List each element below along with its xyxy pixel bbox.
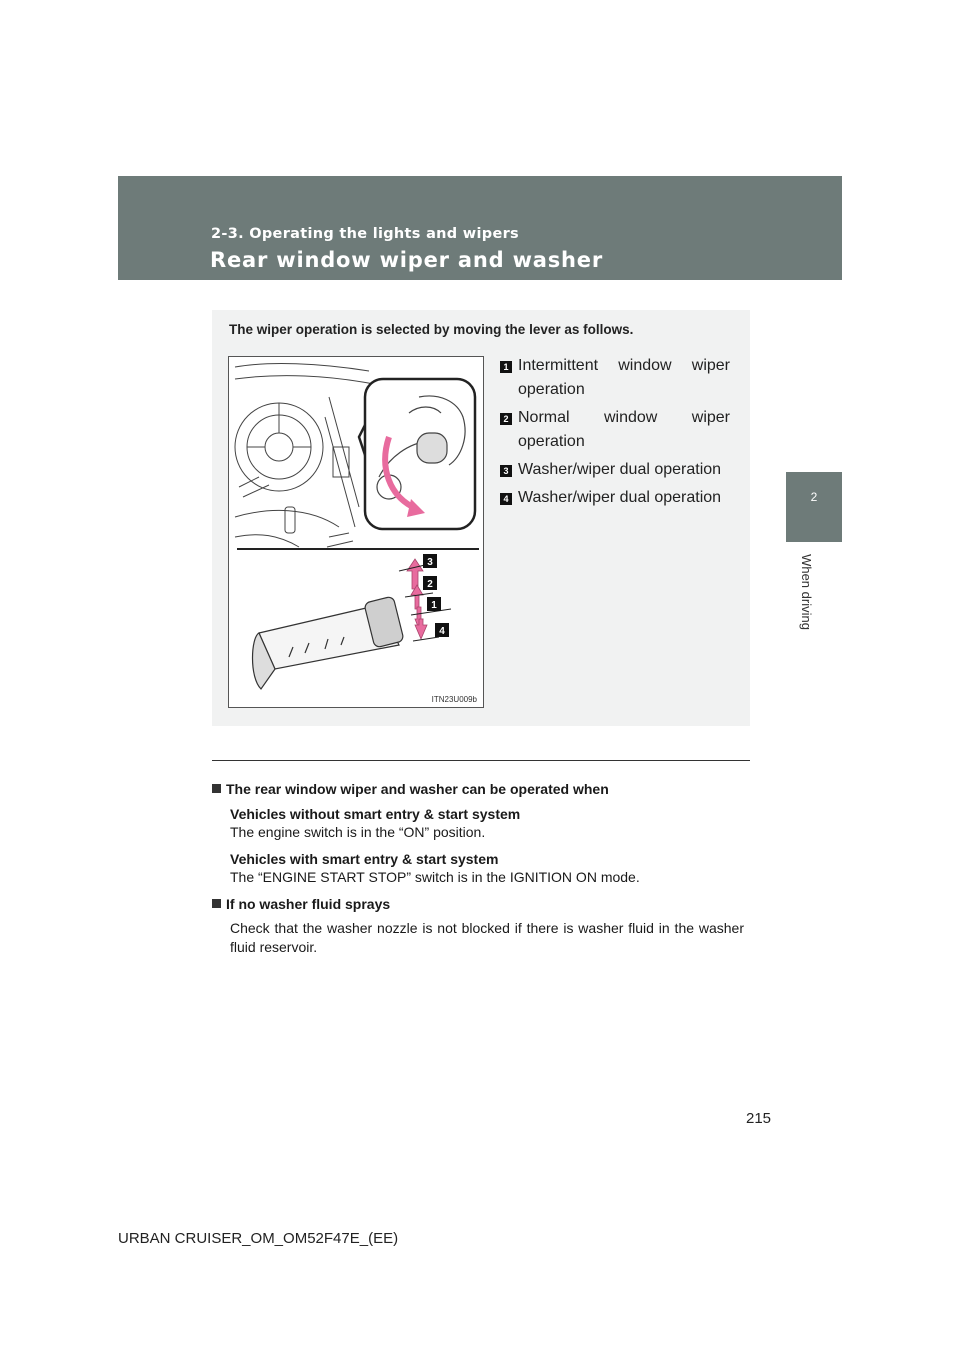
- legend-item: [500, 458, 730, 482]
- wiper-lever-figure: [228, 356, 484, 708]
- intro-text: The wiper operation is selected by moving the lever as follows.: [229, 322, 634, 337]
- note-heading: [212, 895, 744, 914]
- info-box: [212, 310, 750, 726]
- callout-4: 4: [439, 626, 445, 637]
- legend-text: Intermittent window wiper operation: [518, 357, 730, 398]
- note-text: The “ENGINE START STOP” switch is in the IGNITION ON mode.: [230, 869, 640, 885]
- chapter-tab[interactable]: [786, 472, 842, 542]
- callout-2: 2: [427, 579, 433, 590]
- legend-item: [500, 486, 730, 510]
- wiper-lever-illustration: [229, 357, 483, 707]
- section-label: 2-3. Operating the lights and wipers: [211, 226, 519, 242]
- figure-code: ITN23U009b: [431, 695, 477, 704]
- note-paragraph: [212, 805, 744, 842]
- legend-item: [500, 354, 730, 402]
- callout-1: 1: [431, 600, 437, 611]
- legend-text: Washer/wiper dual operation: [518, 461, 722, 478]
- number-badge: 2: [500, 413, 512, 425]
- note-heading: [212, 780, 744, 799]
- page-number: 215: [746, 1110, 772, 1127]
- note-subheading: Vehicles with smart entry & start system: [230, 850, 499, 867]
- chapter-title: When driving: [799, 554, 814, 630]
- number-badge: 4: [500, 493, 512, 505]
- legend-text: Normal window wiper operation: [518, 409, 730, 450]
- notes-section: [212, 776, 744, 964]
- header-band: [118, 176, 842, 280]
- note-subheading: Vehicles without smart entry & start system: [230, 805, 521, 822]
- chapter-number: 2: [810, 490, 818, 504]
- note-heading-text: The rear window wiper and washer can be operated when: [226, 781, 609, 797]
- note-text: The engine switch is in the “ON” position.: [230, 824, 486, 840]
- number-badge: 1: [500, 361, 512, 373]
- footer-manual-code: URBAN CRUISER_OM_OM52F47E_(EE): [118, 1230, 399, 1247]
- note-paragraph: [212, 850, 744, 887]
- note-paragraph: [212, 919, 744, 956]
- legend-item: [500, 406, 730, 454]
- operation-legend: [500, 354, 730, 514]
- page-title: Rear window wiper and washer: [210, 248, 603, 272]
- divider: [212, 760, 750, 761]
- note-text: Check that the washer nozzle is not blocked if there is washer fluid in the washer fluid reservoir.: [230, 920, 744, 955]
- note-heading-text: If no washer fluid sprays: [226, 895, 391, 912]
- callout-3: 3: [427, 557, 433, 568]
- number-badge: 3: [500, 465, 512, 477]
- square-bullet-icon: [212, 784, 221, 793]
- legend-text: Washer/wiper dual operation: [518, 489, 722, 506]
- square-bullet-icon: [212, 899, 221, 908]
